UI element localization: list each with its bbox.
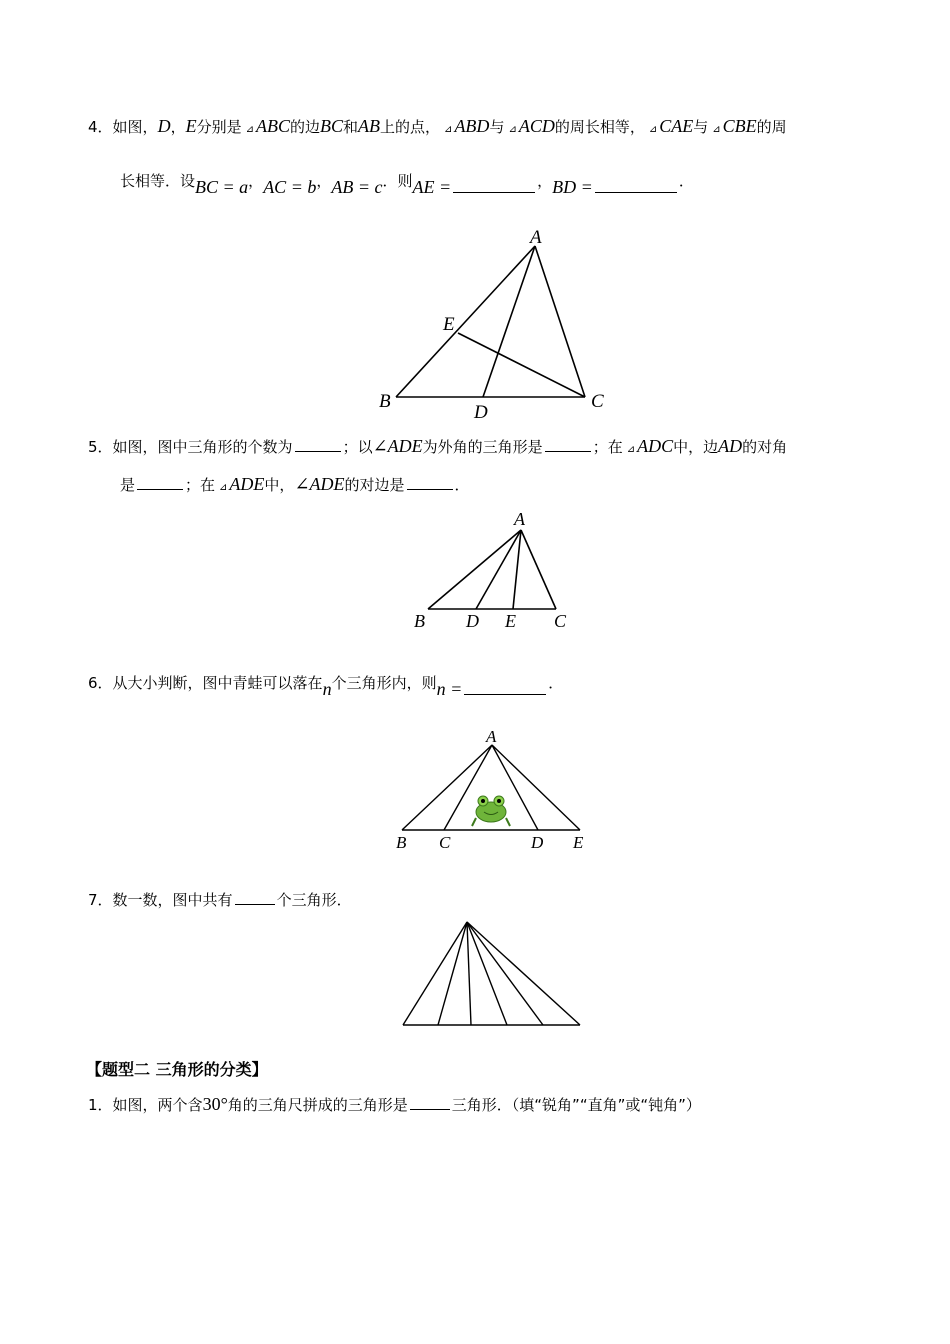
answer-label: BD =	[552, 177, 593, 197]
label-b: B	[379, 391, 391, 412]
text: ．则	[382, 172, 413, 190]
text: 的周长相等，	[554, 118, 645, 136]
equation-text: AC = b	[263, 177, 317, 197]
text: ；在	[185, 476, 216, 494]
text: 三角形．（填“锐角”“直角”或“钝角”）	[451, 1096, 701, 1114]
text: ；在	[592, 438, 623, 456]
label-d: D	[474, 402, 488, 423]
text: 上的点，	[380, 118, 441, 136]
label-b: B	[414, 611, 425, 631]
text: 从大小判断，图中青蛙可以落在	[112, 674, 323, 692]
text: ，	[316, 172, 332, 190]
text: ．	[678, 172, 694, 190]
question-number: 1．	[88, 1096, 113, 1114]
text: 个三角形内，则	[331, 674, 437, 692]
math-var: CBE	[722, 116, 757, 136]
triangle-symbol: ⊿	[626, 444, 636, 455]
text: 如图，图中三角形的个数为	[112, 438, 293, 456]
question-number: 6．	[88, 674, 113, 692]
section2-question-1-line	[88, 1094, 701, 1115]
math-var: ADE	[387, 436, 423, 456]
text: ．	[548, 674, 564, 692]
text: 与	[693, 118, 709, 136]
math-var: ABD	[454, 116, 490, 136]
equation-text: AB = c	[331, 177, 383, 197]
angle-symbol: ∠	[372, 436, 388, 456]
text: 长相等．设	[120, 172, 196, 190]
text: 如图，	[112, 118, 158, 136]
question-number: 5．	[88, 438, 113, 456]
math-var: E	[185, 116, 197, 136]
text: 与	[489, 118, 505, 136]
math-var: D	[157, 116, 171, 136]
text: ，	[248, 172, 264, 190]
equation-text: BC = a	[195, 177, 249, 197]
math-var: BC	[320, 116, 344, 136]
math-var: ABC	[255, 116, 290, 136]
text: 是	[120, 476, 136, 494]
text: ；以	[342, 438, 373, 456]
math-var: ADE	[229, 474, 265, 494]
triangle-symbol: ⊿	[245, 124, 254, 135]
math-var: CAE	[659, 116, 694, 136]
text: 角的三角尺拼成的三角形是	[227, 1096, 408, 1114]
text: 的对角	[742, 438, 788, 456]
text: 数一数，图中共有	[112, 891, 233, 909]
text: 的对边是	[344, 476, 405, 494]
math-var: ADC	[637, 436, 674, 456]
question-number: 7．	[88, 891, 113, 909]
text: 分别是	[196, 118, 242, 136]
label-a: A	[486, 727, 497, 746]
question-number: 4．	[88, 118, 113, 136]
degree-value: 30°	[202, 1094, 228, 1114]
label-a: A	[514, 509, 525, 529]
label-e: E	[443, 314, 455, 335]
math-var: n	[322, 679, 332, 699]
math-var: AD	[718, 436, 743, 456]
label-c: C	[439, 833, 451, 852]
label-a: A	[530, 227, 542, 248]
label-d: D	[466, 611, 479, 631]
text: 为外角的三角形是	[422, 438, 543, 456]
math-var: ACD	[518, 116, 555, 136]
triangle-symbol: ⊿	[444, 124, 453, 135]
text: 的周	[756, 118, 787, 136]
angle-symbol: ∠	[294, 474, 310, 494]
answer-label: n =	[436, 679, 463, 699]
text: 中，边	[673, 438, 719, 456]
triangle-symbol: ⊿	[508, 124, 517, 135]
label-e: E	[505, 611, 516, 631]
answer-blank[interactable]	[410, 1095, 450, 1110]
math-var: ADE	[309, 474, 345, 494]
text: 的边	[289, 118, 320, 136]
triangle-symbol: ⊿	[712, 124, 721, 135]
label-c: C	[591, 391, 604, 412]
text: ，	[537, 172, 553, 190]
label-b: B	[396, 833, 407, 852]
math-var: AB	[358, 116, 381, 136]
text: 和	[343, 118, 359, 136]
text: 中，	[264, 476, 295, 494]
section-heading: 【题型二 三角形的分类】	[86, 1060, 268, 1079]
label-c: C	[554, 611, 567, 631]
label-d: D	[531, 833, 544, 852]
text: ．	[454, 476, 470, 494]
label-e: E	[573, 833, 584, 852]
triangle-symbol: ⊿	[648, 124, 658, 135]
triangle-symbol: ⊿	[219, 482, 228, 493]
answer-label: AE =	[412, 177, 452, 197]
text: 如图，两个含	[112, 1096, 203, 1114]
text: ，	[170, 118, 186, 136]
text: 个三角形．	[276, 891, 352, 909]
